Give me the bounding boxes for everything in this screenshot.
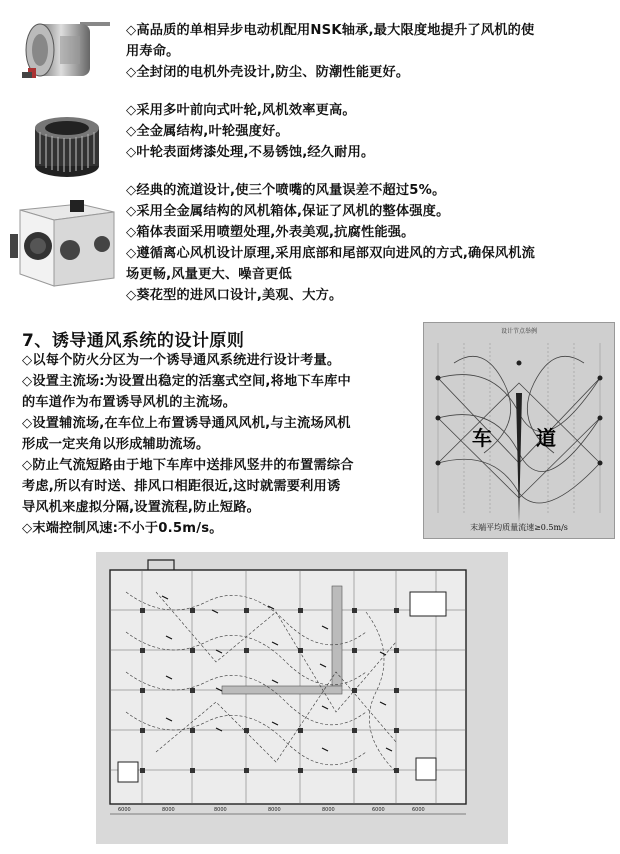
plan-dimension: 8000 [268,807,281,813]
parking-floor-plan [96,552,508,844]
plan-dimension: 8000 [162,807,175,813]
text-line: ◇箱体表面采用喷塑处理,外表美观,抗腐性能强。 [126,225,415,240]
section-heading: 7、诱导通风系统的设计原则 [22,331,245,351]
text-line: ◇设置辅流场,在车位上布置诱导通风风机,与主流场风机 [22,416,351,431]
road-char-1: 车 [472,426,492,450]
text-line: 的车道作为布置诱导风机的主流场。 [22,395,237,410]
text-line: ◇采用全金属结构的风机箱体,保证了风机的整体强度。 [126,204,450,219]
text-line: ◇遵循离心风机设计原理,采用底部和尾部双向进风的方式,确保风机流 [126,246,535,261]
text-line: 场更畅,风量更大、噪音更低 [126,267,292,282]
text-line: ◇高品质的单相异步电动机配用NSK轴承,最大限度地提升了风机的使 [126,23,535,38]
impeller-image [30,110,104,180]
text-line: 考虑,所以有时送、排风口相距很近,这时就需要利用诱 [22,479,341,494]
fan-box-features [126,180,616,306]
impeller-features [126,100,616,163]
text-line: ◇葵花型的进风口设计,美观、大方。 [126,288,343,303]
text-line: ◇以每个防火分区为一个诱导通风系统进行设计考量。 [22,353,341,368]
text-line: 导风机来虚拟分隔,设置流程,防止短路。 [22,500,261,515]
plan-dimension: 6000 [372,807,385,813]
text-line: ◇防止气流短路由于地下车库中送排风竖井的布置需综合 [22,458,354,473]
fan-box-image [10,198,118,290]
text-line: ◇采用多叶前向式叶轮,风机效率更高。 [126,103,356,118]
text-line: ◇叶轮表面烤漆处理,不易锈蚀,经久耐用。 [126,145,375,160]
plan-dimension: 6000 [412,807,425,813]
text-line: ◇全金属结构,叶轮强度好。 [126,124,289,139]
design-principles [22,350,422,539]
diagram-caption: 末端平均质量流速≥0.5m/s [470,523,568,532]
text-line: ◇末端控制风速:不小于0.5m/s。 [22,521,223,536]
motor-features [126,20,616,83]
motor-image [20,14,116,86]
text-line: ◇设置主流场:为设置出稳定的活塞式空间,将地下车库中 [22,374,351,389]
plan-dimension: 8000 [214,807,227,813]
road-char-2: 道 [536,426,556,450]
airflow-diagram [423,322,615,539]
text-line: ◇全封闭的电机外壳设计,防尘、防潮性能更好。 [126,65,410,80]
diagram-title: 设计节点举例 [500,328,538,335]
text-line: 用寿命。 [126,44,180,59]
plan-dimension: 8000 [322,807,335,813]
text-line: 形成一定夹角以形成辅助流场。 [22,437,210,452]
plan-dimension: 6000 [118,807,131,813]
text-line: ◇经典的流道设计,使三个喷嘴的风量误差不超过5%。 [126,183,446,198]
